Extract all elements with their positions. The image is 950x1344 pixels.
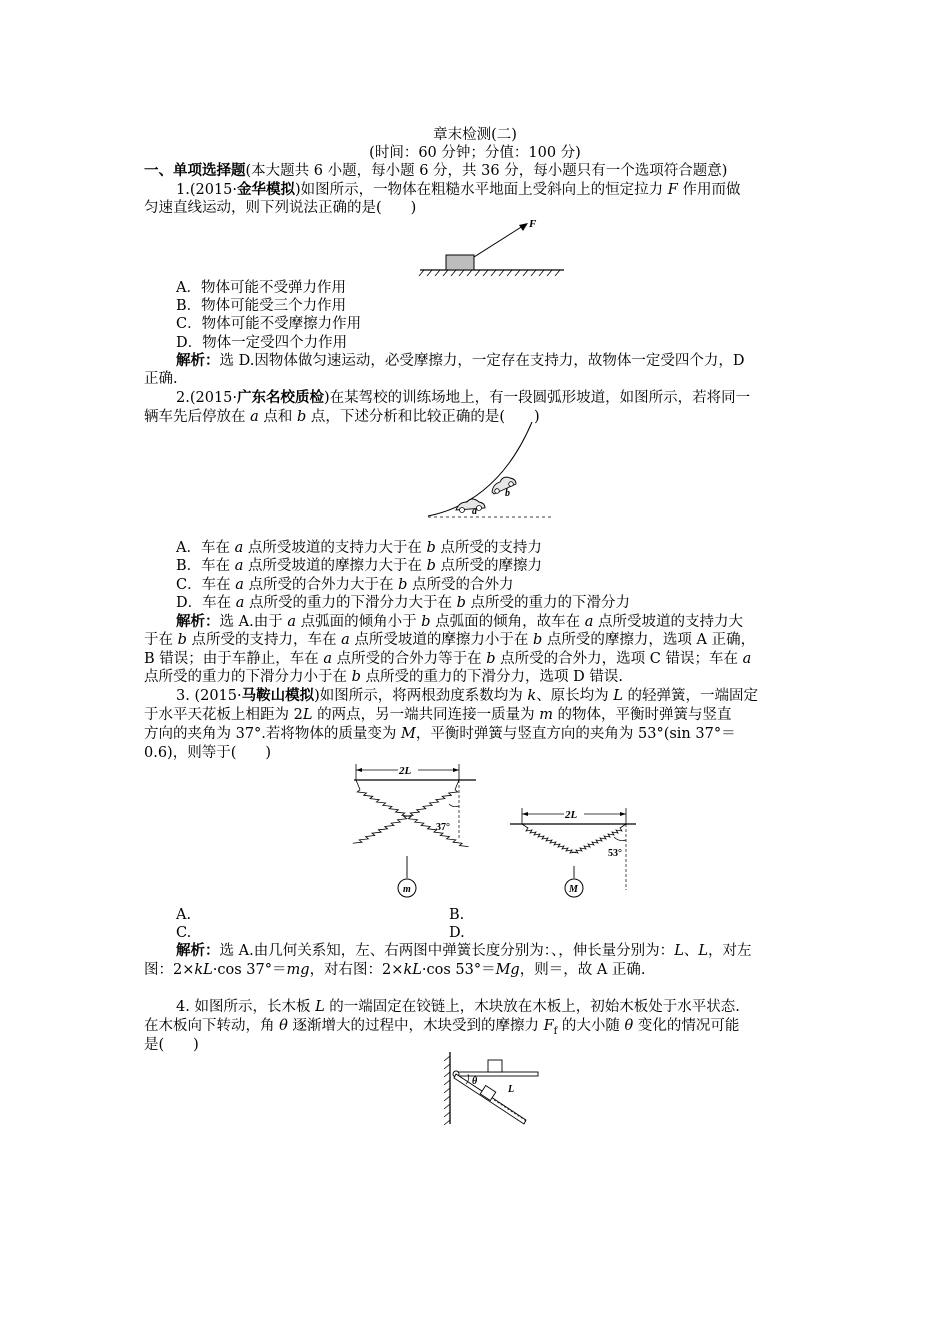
q2-analysis-line1: 解析：选 A.由于 a 点弧面的倾角小于 b 点弧面的倾角，故车在 a 点所受坡道的支持力大 [176,613,743,630]
q2-option-a: A．车在 a 点所受坡道的支持力大于在 b 点所受的支持力 [176,540,542,556]
exam-info: (时间：60 分钟；分值：100 分) [369,145,581,161]
q1-force-label: F [529,218,537,230]
q1-option-c: C．物体可能不受摩擦力作用 [176,316,362,332]
q3-option-a: A. [176,907,192,923]
q3-figure-right [508,800,638,905]
q2-figure [426,420,556,524]
q2-point-a-label: a [472,506,477,517]
q1-analysis-line1: 解析：选 D.因物体做匀速运动，必受摩擦力，一定存在支持力，故物体一定受四个力，D [176,352,745,369]
q3-option-b: B. [449,907,465,923]
q2-car-a [456,499,485,513]
q4-stem-line1: 4. 如图所示，长木板 L 的一端固定在铰链上，木块放在木板上，初始木板处于水平状态. [176,999,740,1015]
q3-stem-line2: 于水平天花板上相距为 2L 的两点，另一端共同连接一质量为 m 的物体，平衡时弹簧与竖直 [144,707,732,723]
q2-analysis-line4: 点所受的重力的下滑分力小于在 b 点所受的重力的下滑分力，选项 D 错误. [144,669,623,685]
q1-stem-line2: 匀速直线运动，则下列说法正确的是( ) [144,200,417,216]
q1-analysis-line2: 正确. [144,371,178,387]
q2-source: 广东名校质检 [237,389,325,406]
q3-right-span-label: 2L [565,809,578,821]
q1-option-d: D．物体一定受四个力作用 [176,335,348,351]
q3-stem-line3: 方向的夹角为 37°.若将物体的质量变为 M，平衡时弹簧与竖直方向的夹角为 53°(sin 37°＝ [144,726,736,742]
q3-left-span-label: 2L [399,765,412,777]
q3-figure-left [346,760,481,910]
q1-option-b: B．物体可能受三个力作用 [176,298,347,314]
q2-analysis-line2: 于在 b 点所受的支持力，车在 a 点所受坡道的摩擦力小于在 b 点所受的摩擦力，选项 A 正确， [144,632,756,648]
section-label: 一、单项选择题 [144,162,246,179]
q1-ground [419,270,564,276]
q3-left-angle-label: 37° [436,822,450,833]
section-desc: (本大题共 6 小题，每小题 6 分，共 36 分，每小题只有一个选项符合题意) [245,163,728,179]
q3-source: 马鞍山模拟 [241,687,315,704]
q3-right-spring-left [522,824,576,853]
q4-wall [444,1052,450,1125]
q1-force-arrow [474,224,526,257]
q4-theta-label: θ [472,1076,478,1087]
q3-right-angle-label: 53° [608,848,622,859]
q3-analysis-line2: 图：2×kL·cos 37°＝mg，对右图：2×kL·cos 53°＝Mg，则＝，故 A 正确. [144,962,646,978]
q3-right-mass-label: M [569,884,578,895]
q2-option-d: D．车在 a 点所受的重力的下滑分力大于在 b 点所受的重力的下滑分力 [176,595,631,611]
section-header [144,162,727,180]
chapter-title: 章末检测(二) [433,127,517,143]
q1-block [446,255,474,270]
q4-stem-line3: 是( ) [144,1037,199,1053]
q1-figure [418,212,568,282]
q4-figure [436,1050,546,1126]
q2-analysis-line3: B 错误；由于车静止，车在 a 点所受的合外力等于在 b 点所受的合外力，选项 C 错误；车在 a [144,651,752,667]
q2-point-b-label: b [505,488,510,499]
q2-option-c: C．车在 a 点所受的合外力大于在 b 点所受的合外力 [176,577,514,593]
q4-stem-line2: 在木板向下转动，角 θ 逐渐增大的过程中，木块受到的摩擦力 $F_f$ 的大小随 θ 变化的情况可能 [144,1018,740,1037]
q3-option-c: C. [176,925,192,941]
q3-left-spring-left [356,769,469,858]
q3-option-d: D. [449,925,465,941]
q3-left-spring-right [353,770,459,854]
q1-option-a: A．物体可能不受弹力作用 [176,280,346,296]
q3-analysis-line1: 解析：选 A.由几何关系知，左、右两图中弹簧长度分别为：、，伸长量分别为：L、L，对左 [176,942,752,959]
q2-stem-line2: 辆车先后停放在 a 点和 b 点，下述分析和比较正确的是( ) [144,409,540,425]
q1-stem-line1: 1.(2015·金华模拟)如图所示，一物体在粗糙水平地面上受斜向上的恒定拉力 F 作用而做 [176,181,741,198]
q4-block-top [488,1060,502,1072]
q3-left-mass-label: m [403,884,411,895]
q4-board-horizontal [454,1072,538,1076]
q3-stem-line4: 0.6)，则等于( ) [144,745,272,761]
q4-L-label: L [508,1084,515,1095]
q2-option-b: B．车在 a 点所受坡道的摩擦力大于在 b 点所受的摩擦力 [176,558,543,574]
q1-source: 金华模拟 [237,181,296,198]
q2-stem-line1: 2.(2015·广东名校质检)在某驾校的训练场地上，有一段圆弧形坡道，如图所示，若将同一 [176,389,751,406]
q3-stem-line1: 3. (2015·马鞍山模拟)如图所示，将两根劲度系数均为 k、原长均为 L 的轻弹簧，一端固定 [176,687,759,704]
